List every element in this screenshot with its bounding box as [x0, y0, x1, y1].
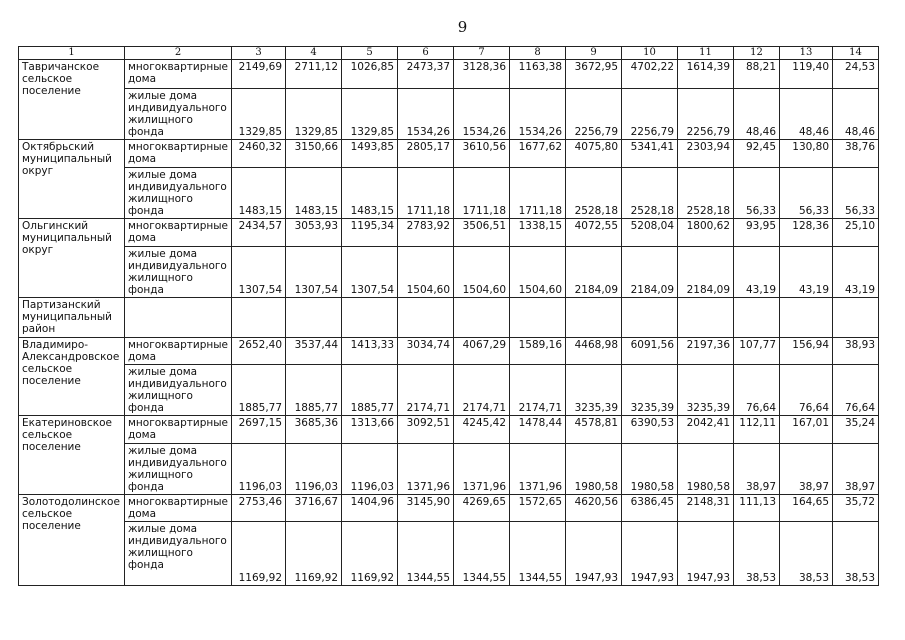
value-cell: 1800,62 — [678, 219, 734, 247]
value-cell: 1504,60 — [454, 247, 510, 298]
value-cell — [286, 298, 342, 338]
value-cell — [622, 298, 678, 338]
value-cell: 2174,71 — [398, 365, 454, 416]
value-cell: 1196,03 — [232, 444, 286, 495]
value-cell: 1344,55 — [398, 522, 454, 586]
value-cell: 76,64 — [780, 365, 833, 416]
value-cell: 156,94 — [780, 338, 833, 365]
value-cell: 4067,29 — [454, 338, 510, 365]
value-cell: 1478,44 — [510, 416, 566, 444]
value-cell: 2711,12 — [286, 60, 342, 89]
value-cell: 38,53 — [833, 522, 879, 586]
region-cell: Ольгинский муниципальный округ — [19, 219, 125, 298]
value-cell: 119,40 — [780, 60, 833, 89]
value-cell: 3092,51 — [398, 416, 454, 444]
value-cell: 35,72 — [833, 495, 879, 522]
value-cell: 43,19 — [833, 247, 879, 298]
table-row — [19, 247, 879, 298]
value-cell: 1344,55 — [454, 522, 510, 586]
value-cell: 1711,18 — [398, 168, 454, 219]
value-cell — [566, 298, 622, 338]
value-cell: 1711,18 — [454, 168, 510, 219]
value-cell: 1329,85 — [286, 89, 342, 140]
header-cell: 13 — [780, 47, 833, 60]
value-cell: 1313,66 — [342, 416, 398, 444]
value-cell: 1589,16 — [510, 338, 566, 365]
value-cell: 2042,41 — [678, 416, 734, 444]
table-row — [19, 522, 879, 586]
value-cell: 76,64 — [833, 365, 879, 416]
region-cell: Тавричанское сельское поселение — [19, 60, 125, 140]
value-cell: 48,46 — [780, 89, 833, 140]
value-cell — [510, 298, 566, 338]
value-cell: 1947,93 — [566, 522, 622, 586]
value-cell: 3145,90 — [398, 495, 454, 522]
value-cell: 164,65 — [780, 495, 833, 522]
value-cell: 5208,04 — [622, 219, 678, 247]
value-cell: 38,97 — [780, 444, 833, 495]
value-cell: 2303,94 — [678, 140, 734, 168]
table-row — [19, 495, 879, 522]
header-cell: 7 — [454, 47, 510, 60]
value-cell: 1307,54 — [286, 247, 342, 298]
value-cell: 3235,39 — [566, 365, 622, 416]
value-cell: 1338,15 — [510, 219, 566, 247]
value-cell: 2149,69 — [232, 60, 286, 89]
value-cell: 6390,53 — [622, 416, 678, 444]
table-row — [19, 338, 879, 365]
value-cell: 1947,93 — [678, 522, 734, 586]
value-cell: 48,46 — [833, 89, 879, 140]
value-cell: 2256,79 — [678, 89, 734, 140]
housing-type-cell: многоквартирные дома — [125, 338, 232, 365]
value-cell: 3537,44 — [286, 338, 342, 365]
table-row — [19, 168, 879, 219]
table-row — [19, 60, 879, 89]
value-cell: 1169,92 — [286, 522, 342, 586]
value-cell: 1307,54 — [342, 247, 398, 298]
housing-type-cell: жилые дома индивидуального жилищного фонда — [125, 522, 232, 586]
housing-type-cell: жилые дома индивидуального жилищного фонда — [125, 89, 232, 140]
value-cell: 4468,98 — [566, 338, 622, 365]
value-cell: 1344,55 — [510, 522, 566, 586]
header-cell: 6 — [398, 47, 454, 60]
value-cell: 3053,93 — [286, 219, 342, 247]
value-cell: 2528,18 — [678, 168, 734, 219]
value-cell: 1196,03 — [286, 444, 342, 495]
tariff-table — [18, 46, 879, 586]
value-cell: 3685,36 — [286, 416, 342, 444]
value-cell: 4702,22 — [622, 60, 678, 89]
value-cell: 56,33 — [780, 168, 833, 219]
value-cell: 128,36 — [780, 219, 833, 247]
value-cell: 1371,96 — [398, 444, 454, 495]
value-cell: 1329,85 — [342, 89, 398, 140]
value-cell: 38,53 — [734, 522, 780, 586]
value-cell: 43,19 — [734, 247, 780, 298]
value-cell: 2148,31 — [678, 495, 734, 522]
value-cell: 38,93 — [833, 338, 879, 365]
value-cell: 2805,17 — [398, 140, 454, 168]
value-cell: 2697,15 — [232, 416, 286, 444]
value-cell: 2473,37 — [398, 60, 454, 89]
table-body — [19, 47, 879, 586]
value-cell: 1483,15 — [342, 168, 398, 219]
header-cell: 2 — [125, 47, 232, 60]
value-cell: 2652,40 — [232, 338, 286, 365]
value-cell: 2256,79 — [622, 89, 678, 140]
housing-type-cell: жилые дома индивидуального жилищного фонда — [125, 365, 232, 416]
value-cell: 3506,51 — [454, 219, 510, 247]
value-cell: 2256,79 — [566, 89, 622, 140]
value-cell: 2184,09 — [678, 247, 734, 298]
region-cell: Октябрьский муниципальный округ — [19, 140, 125, 219]
value-cell: 2460,32 — [232, 140, 286, 168]
value-cell: 1195,34 — [342, 219, 398, 247]
value-cell: 1371,96 — [510, 444, 566, 495]
header-cell: 8 — [510, 47, 566, 60]
header-cell: 5 — [342, 47, 398, 60]
value-cell: 1371,96 — [454, 444, 510, 495]
value-cell: 1885,77 — [286, 365, 342, 416]
value-cell: 130,80 — [780, 140, 833, 168]
header-cell: 1 — [19, 47, 125, 60]
region-cell: Екатериновское сельское поселение — [19, 416, 125, 495]
value-cell: 1504,60 — [510, 247, 566, 298]
value-cell: 25,10 — [833, 219, 879, 247]
housing-type-cell: многоквартирные дома — [125, 495, 232, 522]
value-cell: 6091,56 — [622, 338, 678, 365]
value-cell: 43,19 — [780, 247, 833, 298]
value-cell: 1980,58 — [622, 444, 678, 495]
value-cell: 48,46 — [734, 89, 780, 140]
value-cell: 56,33 — [833, 168, 879, 219]
value-cell: 1885,77 — [342, 365, 398, 416]
value-cell: 107,77 — [734, 338, 780, 365]
header-row — [19, 47, 879, 60]
value-cell: 56,33 — [734, 168, 780, 219]
value-cell — [232, 298, 286, 338]
value-cell: 1614,39 — [678, 60, 734, 89]
value-cell: 2184,09 — [566, 247, 622, 298]
value-cell: 167,01 — [780, 416, 833, 444]
housing-type-cell: многоквартирные дома — [125, 60, 232, 89]
value-cell: 1980,58 — [678, 444, 734, 495]
value-cell: 2528,18 — [622, 168, 678, 219]
value-cell: 1493,85 — [342, 140, 398, 168]
value-cell: 3235,39 — [622, 365, 678, 416]
value-cell: 1169,92 — [342, 522, 398, 586]
housing-type-cell: жилые дома индивидуального жилищного фонда — [125, 168, 232, 219]
value-cell: 1885,77 — [232, 365, 286, 416]
value-cell: 38,53 — [780, 522, 833, 586]
value-cell — [342, 298, 398, 338]
value-cell: 76,64 — [734, 365, 780, 416]
header-cell: 3 — [232, 47, 286, 60]
header-cell: 10 — [622, 47, 678, 60]
table-row — [19, 89, 879, 140]
table-row — [19, 298, 879, 338]
value-cell: 3672,95 — [566, 60, 622, 89]
value-cell: 2174,71 — [510, 365, 566, 416]
value-cell: 1534,26 — [510, 89, 566, 140]
housing-type-cell: многоквартирные дома — [125, 416, 232, 444]
value-cell — [454, 298, 510, 338]
page-number: 9 — [457, 18, 468, 36]
table-row — [19, 140, 879, 168]
value-cell: 1534,26 — [454, 89, 510, 140]
housing-type-cell — [125, 298, 232, 338]
value-cell: 4075,80 — [566, 140, 622, 168]
header-cell: 14 — [833, 47, 879, 60]
value-cell: 1572,65 — [510, 495, 566, 522]
header-cell: 9 — [566, 47, 622, 60]
value-cell: 1483,15 — [286, 168, 342, 219]
value-cell: 3610,56 — [454, 140, 510, 168]
value-cell: 2753,46 — [232, 495, 286, 522]
value-cell: 1404,96 — [342, 495, 398, 522]
value-cell: 1163,38 — [510, 60, 566, 89]
value-cell: 2197,36 — [678, 338, 734, 365]
value-cell: 3235,39 — [678, 365, 734, 416]
housing-type-cell: жилые дома индивидуального жилищного фонда — [125, 247, 232, 298]
value-cell: 1483,15 — [232, 168, 286, 219]
value-cell: 5341,41 — [622, 140, 678, 168]
table-row — [19, 219, 879, 247]
value-cell: 1196,03 — [342, 444, 398, 495]
value-cell: 1677,62 — [510, 140, 566, 168]
value-cell: 3716,67 — [286, 495, 342, 522]
housing-type-cell: многоквартирные дома — [125, 219, 232, 247]
value-cell: 4245,42 — [454, 416, 510, 444]
value-cell: 38,76 — [833, 140, 879, 168]
value-cell — [734, 298, 780, 338]
value-cell — [833, 298, 879, 338]
value-cell: 1980,58 — [566, 444, 622, 495]
value-cell: 24,53 — [833, 60, 879, 89]
value-cell: 2174,71 — [454, 365, 510, 416]
housing-type-cell: жилые дома индивидуального жилищного фонда — [125, 444, 232, 495]
value-cell: 38,97 — [734, 444, 780, 495]
value-cell: 1307,54 — [232, 247, 286, 298]
value-cell: 92,45 — [734, 140, 780, 168]
header-cell: 12 — [734, 47, 780, 60]
value-cell: 1329,85 — [232, 89, 286, 140]
value-cell: 2434,57 — [232, 219, 286, 247]
header-cell: 11 — [678, 47, 734, 60]
value-cell: 93,95 — [734, 219, 780, 247]
value-cell: 1169,92 — [232, 522, 286, 586]
value-cell: 1413,33 — [342, 338, 398, 365]
header-cell: 4 — [286, 47, 342, 60]
value-cell: 35,24 — [833, 416, 879, 444]
value-cell: 3034,74 — [398, 338, 454, 365]
housing-type-cell: многоквартирные дома — [125, 140, 232, 168]
value-cell: 112,11 — [734, 416, 780, 444]
value-cell: 6386,45 — [622, 495, 678, 522]
value-cell: 88,21 — [734, 60, 780, 89]
value-cell — [678, 298, 734, 338]
value-cell: 111,13 — [734, 495, 780, 522]
value-cell: 1504,60 — [398, 247, 454, 298]
value-cell: 3128,36 — [454, 60, 510, 89]
value-cell: 2783,92 — [398, 219, 454, 247]
value-cell: 4269,65 — [454, 495, 510, 522]
region-cell: Партизанский муниципальный район — [19, 298, 125, 338]
value-cell: 1026,85 — [342, 60, 398, 89]
region-cell: Владимиро-Александровское сельское поселение — [19, 338, 125, 416]
table-row — [19, 365, 879, 416]
value-cell: 2528,18 — [566, 168, 622, 219]
value-cell: 1534,26 — [398, 89, 454, 140]
table-row — [19, 416, 879, 444]
value-cell: 4072,55 — [566, 219, 622, 247]
table-row — [19, 444, 879, 495]
value-cell: 4620,56 — [566, 495, 622, 522]
value-cell — [398, 298, 454, 338]
value-cell: 2184,09 — [622, 247, 678, 298]
value-cell — [780, 298, 833, 338]
value-cell: 38,97 — [833, 444, 879, 495]
value-cell: 1711,18 — [510, 168, 566, 219]
value-cell: 4578,81 — [566, 416, 622, 444]
region-cell: Золотодолинское сельское поселение — [19, 495, 125, 586]
value-cell: 3150,66 — [286, 140, 342, 168]
value-cell: 1947,93 — [622, 522, 678, 586]
